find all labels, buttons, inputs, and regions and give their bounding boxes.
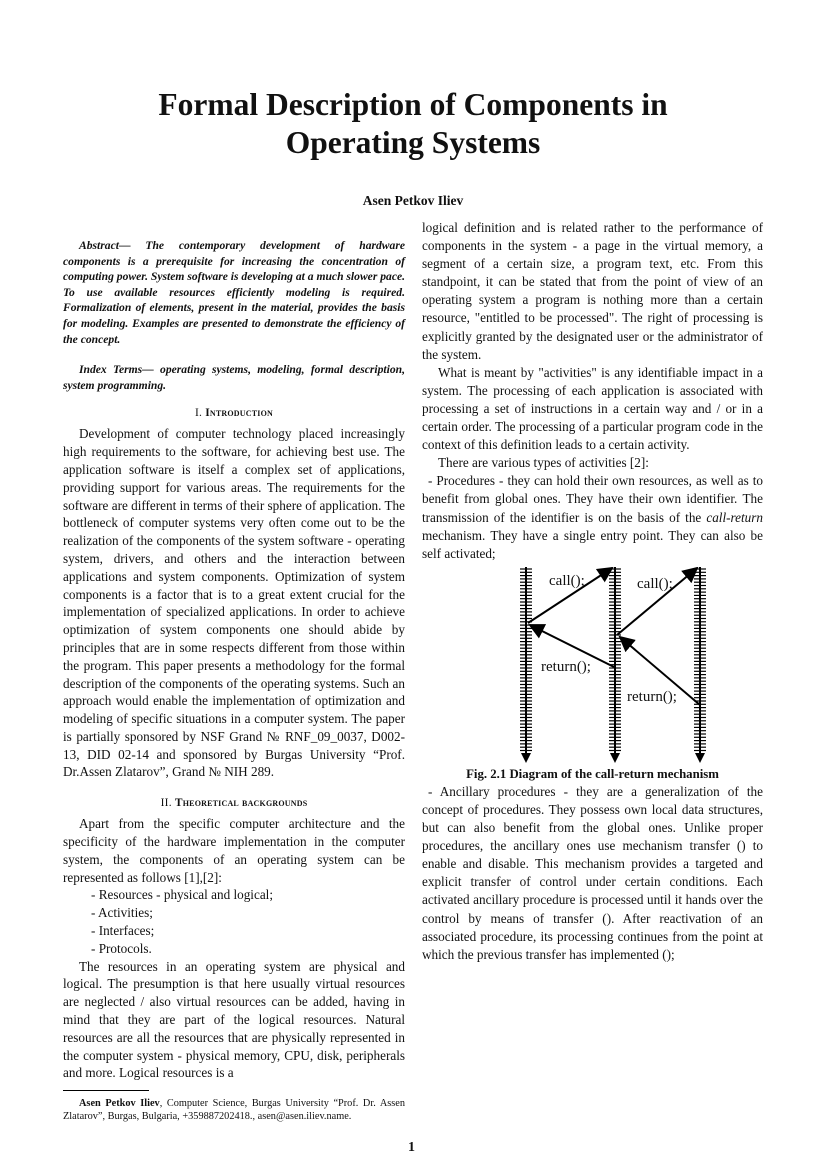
call-label: call(); xyxy=(637,575,673,592)
abstract-label: Abstract— xyxy=(79,239,131,252)
return-label: return(); xyxy=(627,688,677,705)
index-terms-text: operating systems, modeling, formal description, system programming. xyxy=(63,363,405,392)
resources-paragraph: The resources in an operating system are physical and logical. The presumption is that here usually virtual resources are neglected / also virtual resources can be added, having in mind that they are part of the logical resources. Natural resources are all the resources that are physically represented in the computer system - physical memory, CPU, disk, peripherals and more. Logical resources is a xyxy=(63,958,405,1081)
list-item: - Activities; xyxy=(91,905,153,921)
abstract xyxy=(63,238,405,347)
text: mechanism. They have a single entry point. They can also be self activated; xyxy=(422,527,763,561)
list-item: - Protocols. xyxy=(91,940,152,956)
arrowhead-icon xyxy=(521,753,531,763)
section-heading xyxy=(63,405,405,421)
section-title: Theoretical backgrounds xyxy=(174,797,308,810)
ancillary-paragraph: - Ancillary procedures - they are a generalization of the concept of procedures. They possess own local data structures, but can also benefit from the global ones. Unlike proper procedures, the ancillary ones use mechanism transfer () to enable and disable. This mechanism provides a targeted and explicit transfer of control under certain conditions. Each activated ancillary procedure is processed until it hands over the control by means of transfer (). After reactivation of an associated procedure, its processing continues from the point at which the previous transfer has implemented (); xyxy=(422,783,763,962)
section-number: I. xyxy=(195,407,206,420)
section-heading xyxy=(63,795,405,811)
title-line: Operating Systems xyxy=(285,125,541,160)
section-number: II. xyxy=(160,797,175,810)
author: Asen Petkov Iliev xyxy=(362,193,464,208)
footnote-name: Asen Petkov Iliev xyxy=(79,1098,160,1110)
call-label: call(); xyxy=(549,572,585,589)
index-terms xyxy=(63,362,405,393)
paragraph: There are various types of activities [2]: xyxy=(438,455,649,471)
arrowhead-icon xyxy=(610,753,620,763)
page-number: 1 xyxy=(408,1140,415,1155)
section-title: Introduction xyxy=(205,407,273,420)
footnote xyxy=(63,1097,405,1123)
paragraph: What is meant by "activities" is any identifiable impact in a system. The processing of each application is associated with processing a set of instructions in a certain way and / or in a certain order. The processing of a particular program code in the context of this definition leads to a certain activity. xyxy=(422,364,763,453)
right-column xyxy=(422,219,763,964)
list-item: - Resources - physical and logical; xyxy=(91,887,274,903)
return-label: return(); xyxy=(541,658,591,675)
call-return-diagram xyxy=(422,567,763,765)
list-item: - Interfaces; xyxy=(91,923,155,939)
footnote-rule xyxy=(63,1090,149,1091)
text: - Procedures - they can hold their own resources, as well as to benefit from global ones. They have their own identifier. The transmission of the identifier is on the basis of the xyxy=(422,473,763,525)
footnote-text: , Computer Science, Burgas University “Prof. Dr. Assen Zlatarov”, Burgas, Bulgaria, +359887202418., asen@asen.iliev.name. xyxy=(63,1098,405,1123)
diagram-graphic xyxy=(422,567,763,765)
title-line: Formal Description of Components in xyxy=(158,87,668,122)
theory-paragraph: Apart from the specific computer architecture and the specificity of the hardware implementation in the computer system, the components of an operating system can be represented as follows [1],[2]: xyxy=(63,816,405,885)
arrowhead-icon xyxy=(695,753,705,763)
abstract-text: The contemporary development of hardware components is a prerequisite for increasing the concentration of computing power. System software is developing at a much slower pace. To use available resources efficiently modeling is required. Formalization of elements, present in the material, provides the basis for modeling. Examples are presented to demonstrate the efficiency of the concept. xyxy=(63,239,406,346)
figure-caption: Fig. 2.1 Diagram of the call-return mechanism xyxy=(466,766,719,781)
paragraph: logical definition and is related rather to the performance of components in the system - a page in the virtual memory, a segment of a certain size, a program text, etc. From this standpoint, it can be stated that from the point of view of an operating system a program is nothing more than a certain resource, "entitled to be processed". The right of processing is explicitly granted by the designated user or the administrator of the system. xyxy=(422,220,763,362)
left-column xyxy=(63,238,405,1123)
index-terms-label: Index Terms— xyxy=(79,363,154,377)
intro-paragraph: Development of computer technology placed increasingly high requirements to the software, for achieving best use. The application software is itself a complex set of applications, providing support for various areas. The requirements for the software are different in terms of their sphere of application. The bottleneck of computer systems very often come out to be the realization of the components of the system software - operating system, drivers, and others and the interaction between applications and system components. Optimization of system components is a factor that is to a great extent crucial for the implementation of specialized applications. In order to achieve optimization of system components one should abide by principles that are in some respects different from those within the program. This paper presents a methodology for the formal description of the components of the operating systems. Such an approach would enable the implementation of optimization and modeling of specific situations in a computer system. The paper is partially sponsored by NSF Grand № RNF_09_0037, D002-13, DID 02-14 and sponsored by Burgas University “Prof. Dr.Assen Zlatarov”, Grand № NIH 289. xyxy=(63,426,405,780)
emphasis: call-return xyxy=(706,509,763,525)
paper-title xyxy=(0,86,826,162)
procedures-paragraph xyxy=(422,472,763,562)
